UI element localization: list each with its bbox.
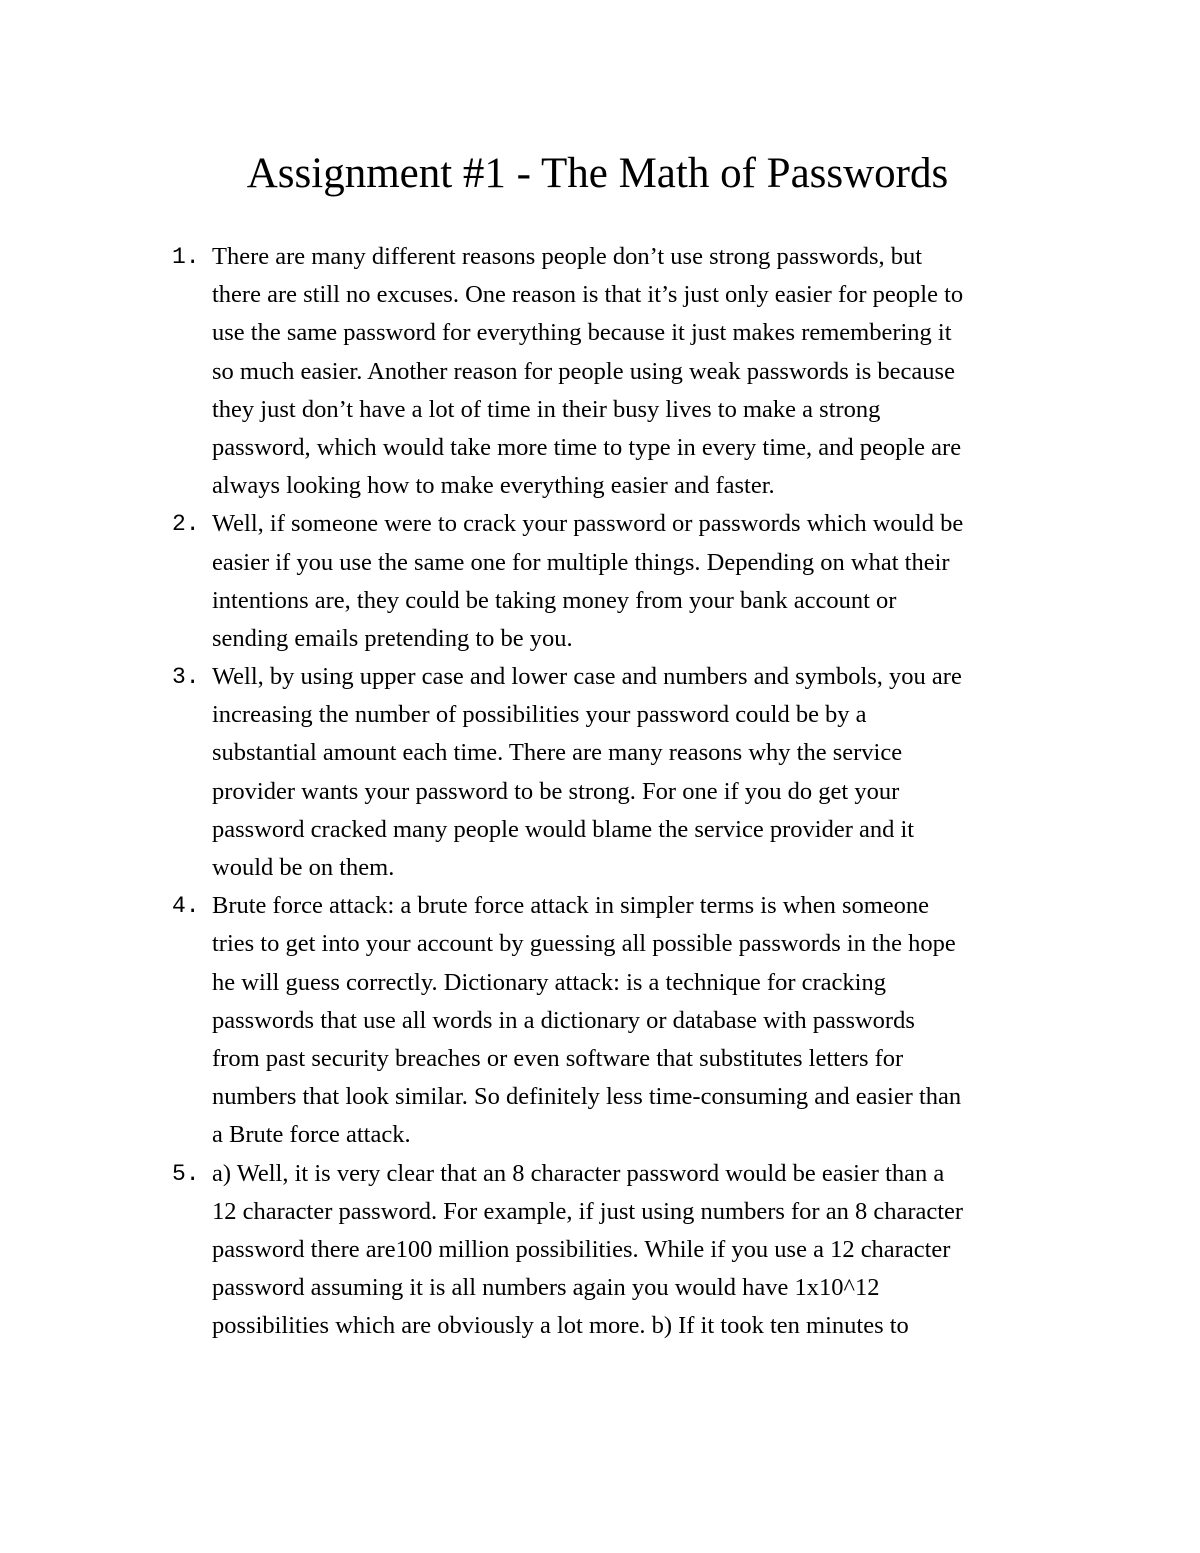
- list-item: [172, 1155, 1072, 1346]
- text-line: increasing the number of possibilities your password could be by a: [212, 701, 867, 729]
- text-line: would be on them.: [212, 854, 395, 881]
- text-line: from past security breaches or even software that substitutes letters for: [212, 1044, 904, 1072]
- text-line: they just don’t have a lot of time in their busy lives to make a strong: [212, 395, 881, 423]
- text-line: so much easier. Another reason for people using weak passwords is because: [212, 357, 955, 385]
- text-line: a Brute force attack.: [212, 1121, 411, 1149]
- list-item-number: 5.: [172, 1160, 200, 1187]
- text-line: he will guess correctly. Dictionary attack: is a technique for cracking: [212, 968, 886, 996]
- list-item: [172, 505, 1072, 658]
- page-title: Assignment #1 - The Math of Passwords: [246, 150, 949, 197]
- text-line: tries to get into your account by guessing all possible passwords in the hope: [212, 930, 956, 958]
- text-line: use the same password for everything because it just makes remembering it: [212, 319, 952, 347]
- text-line: sending emails pretending to be you.: [212, 624, 573, 652]
- list-item: [172, 238, 1072, 505]
- text-line: password assuming it is all numbers again you would have 1x10^12: [212, 1274, 880, 1302]
- text-line: passwords that use all words in a dictionary or database with passwords: [212, 1006, 915, 1034]
- list-item-number: 1.: [172, 244, 200, 270]
- text-line: provider wants your password to be strong. For one if you do get your: [212, 777, 900, 805]
- text-line: 12 character password. For example, if just using numbers for an 8 character: [212, 1197, 964, 1225]
- text-line: password there are100 million possibilities. While if you use a 12 character: [212, 1235, 951, 1263]
- text-line: Well, by using upper case and lower case and numbers and symbols, you are: [212, 663, 962, 691]
- text-line: always looking how to make everything easier and faster.: [212, 472, 775, 500]
- text-line: numbers that look similar. So definitely less time-consuming and easier than: [212, 1083, 962, 1111]
- list-item: [172, 658, 1072, 887]
- text-line: possibilities which are obviously a lot more. b) If it took ten minutes to: [212, 1312, 909, 1340]
- list-item-number: 4.: [172, 893, 200, 920]
- list-item-number: 3.: [172, 664, 200, 691]
- text-line: a) Well, it is very clear that an 8 character password would be easier than a: [212, 1159, 945, 1187]
- text-line: There are many different reasons people don’t use strong passwords, but: [212, 243, 923, 270]
- text-line: password, which would take more time to type in every time, and people are: [212, 433, 962, 461]
- text-line: there are still no excuses. One reason is that it’s just only easier for people to: [212, 281, 964, 309]
- text-line: Well, if someone were to crack your password or passwords which would be: [212, 510, 964, 538]
- text-line: password cracked many people would blame the service provider and it: [212, 815, 915, 843]
- text-line: substantial amount each time. There are many reasons why the service: [212, 739, 903, 767]
- list-item: [172, 887, 1072, 1154]
- text-line: Brute force attack: a brute force attack in simpler terms is when someone: [212, 892, 930, 920]
- answer-list: [172, 238, 1072, 1345]
- list-item-number: 2.: [172, 511, 200, 538]
- text-line: easier if you use the same one for multiple things. Depending on what their: [212, 548, 950, 576]
- text-line: intentions are, they could be taking money from your bank account or: [212, 586, 897, 614]
